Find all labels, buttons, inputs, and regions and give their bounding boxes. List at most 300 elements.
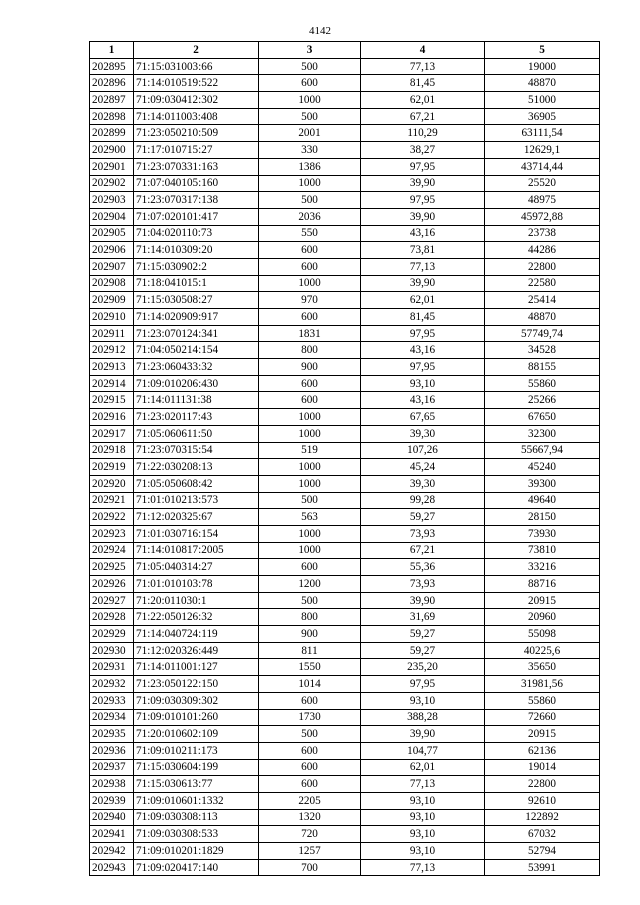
table-row <box>90 492 600 509</box>
area-cell: 519 <box>259 442 361 459</box>
row-number-cell: 202919 <box>90 459 134 476</box>
area-cell: 600 <box>259 375 361 392</box>
rate-cell: 97,95 <box>361 158 485 175</box>
rate-cell: 107,26 <box>361 442 485 459</box>
cadastral-number-cell: 71:23:020117:43 <box>134 409 259 426</box>
row-number-cell: 202929 <box>90 626 134 643</box>
area-cell: 1000 <box>259 175 361 192</box>
row-number-cell: 202911 <box>90 325 134 342</box>
value-cell: 28150 <box>485 509 600 526</box>
table-row <box>90 692 600 709</box>
table-row <box>90 626 600 643</box>
row-number-cell: 202913 <box>90 359 134 376</box>
table-row <box>90 826 600 843</box>
row-number-cell: 202906 <box>90 242 134 259</box>
row-number-cell: 202900 <box>90 142 134 159</box>
area-cell: 600 <box>259 309 361 326</box>
area-cell: 2001 <box>259 125 361 142</box>
row-number-cell: 202897 <box>90 92 134 109</box>
area-cell: 600 <box>259 392 361 409</box>
row-number-cell: 202918 <box>90 442 134 459</box>
rate-cell: 77,13 <box>361 58 485 75</box>
cadastral-number-cell: 71:09:010211:173 <box>134 742 259 759</box>
rate-cell: 43,16 <box>361 225 485 242</box>
value-cell: 23738 <box>485 225 600 242</box>
table-row <box>90 192 600 209</box>
value-cell: 72660 <box>485 709 600 726</box>
row-number-cell: 202916 <box>90 409 134 426</box>
table-row <box>90 75 600 92</box>
area-cell: 1000 <box>259 92 361 109</box>
area-cell: 600 <box>259 742 361 759</box>
area-cell: 900 <box>259 626 361 643</box>
value-cell: 33216 <box>485 559 600 576</box>
area-cell: 500 <box>259 592 361 609</box>
area-cell: 1000 <box>259 475 361 492</box>
value-cell: 55098 <box>485 626 600 643</box>
row-number-cell: 202927 <box>90 592 134 609</box>
value-cell: 48870 <box>485 75 600 92</box>
table-header <box>90 42 600 59</box>
row-number-cell: 202914 <box>90 375 134 392</box>
registry-table <box>89 41 600 876</box>
value-cell: 25266 <box>485 392 600 409</box>
rate-cell: 97,95 <box>361 676 485 693</box>
cadastral-number-cell: 71:09:030308:533 <box>134 826 259 843</box>
rate-cell: 59,27 <box>361 509 485 526</box>
table-row <box>90 459 600 476</box>
row-number-cell: 202909 <box>90 292 134 309</box>
rate-cell: 62,01 <box>361 92 485 109</box>
cadastral-number-cell: 71:22:050126:32 <box>134 609 259 626</box>
area-cell: 970 <box>259 292 361 309</box>
rate-cell: 235,20 <box>361 659 485 676</box>
area-cell: 1000 <box>259 542 361 559</box>
table-row <box>90 676 600 693</box>
table-row <box>90 859 600 876</box>
area-cell: 600 <box>259 759 361 776</box>
value-cell: 62136 <box>485 742 600 759</box>
cadastral-number-cell: 71:07:040105:160 <box>134 175 259 192</box>
table-row <box>90 242 600 259</box>
value-cell: 12629,1 <box>485 142 600 159</box>
row-number-cell: 202895 <box>90 58 134 75</box>
row-number-cell: 202910 <box>90 309 134 326</box>
area-cell: 1730 <box>259 709 361 726</box>
area-cell: 600 <box>259 559 361 576</box>
table-row <box>90 592 600 609</box>
value-cell: 25520 <box>485 175 600 192</box>
area-cell: 1257 <box>259 843 361 860</box>
table-row <box>90 726 600 743</box>
value-cell: 25414 <box>485 292 600 309</box>
column-header: 1 <box>90 42 134 59</box>
row-number-cell: 202937 <box>90 759 134 776</box>
cadastral-number-cell: 71:14:010519:522 <box>134 75 259 92</box>
row-number-cell: 202901 <box>90 158 134 175</box>
area-cell: 1000 <box>259 275 361 292</box>
rate-cell: 110,29 <box>361 125 485 142</box>
value-cell: 39300 <box>485 475 600 492</box>
area-cell: 700 <box>259 859 361 876</box>
rate-cell: 38,27 <box>361 142 485 159</box>
table-row <box>90 609 600 626</box>
row-number-cell: 202934 <box>90 709 134 726</box>
value-cell: 36905 <box>485 108 600 125</box>
column-header: 2 <box>134 42 259 59</box>
value-cell: 73930 <box>485 525 600 542</box>
value-cell: 45972,88 <box>485 208 600 225</box>
row-number-cell: 202940 <box>90 809 134 826</box>
rate-cell: 39,90 <box>361 175 485 192</box>
rate-cell: 55,36 <box>361 559 485 576</box>
area-cell: 1000 <box>259 425 361 442</box>
area-cell: 600 <box>259 258 361 275</box>
table-row <box>90 843 600 860</box>
table-row <box>90 325 600 342</box>
rate-cell: 39,30 <box>361 475 485 492</box>
value-cell: 88716 <box>485 576 600 593</box>
rate-cell: 43,16 <box>361 342 485 359</box>
table-row <box>90 475 600 492</box>
table-row <box>90 542 600 559</box>
cadastral-number-cell: 71:14:020909:917 <box>134 309 259 326</box>
cadastral-number-cell: 71:05:060611:50 <box>134 425 259 442</box>
value-cell: 48975 <box>485 192 600 209</box>
value-cell: 73810 <box>485 542 600 559</box>
area-cell: 811 <box>259 642 361 659</box>
cadastral-number-cell: 71:07:020101:417 <box>134 208 259 225</box>
cadastral-number-cell: 71:01:010213:573 <box>134 492 259 509</box>
value-cell: 53991 <box>485 859 600 876</box>
area-cell: 2205 <box>259 792 361 809</box>
area-cell: 1386 <box>259 158 361 175</box>
table-row <box>90 292 600 309</box>
column-header: 5 <box>485 42 600 59</box>
table-row <box>90 742 600 759</box>
cadastral-number-cell: 71:09:030412:302 <box>134 92 259 109</box>
rate-cell: 93,10 <box>361 792 485 809</box>
value-cell: 55860 <box>485 375 600 392</box>
row-number-cell: 202933 <box>90 692 134 709</box>
rate-cell: 77,13 <box>361 258 485 275</box>
cadastral-number-cell: 71:23:070331:163 <box>134 158 259 175</box>
value-cell: 55667,94 <box>485 442 600 459</box>
value-cell: 20960 <box>485 609 600 626</box>
cadastral-number-cell: 71:05:050608:42 <box>134 475 259 492</box>
cadastral-number-cell: 71:23:070317:138 <box>134 192 259 209</box>
value-cell: 22800 <box>485 776 600 793</box>
header-row <box>90 42 600 59</box>
row-number-cell: 202939 <box>90 792 134 809</box>
rate-cell: 77,13 <box>361 776 485 793</box>
table-row <box>90 509 600 526</box>
value-cell: 20915 <box>485 592 600 609</box>
row-number-cell: 202896 <box>90 75 134 92</box>
area-cell: 1320 <box>259 809 361 826</box>
cadastral-number-cell: 71:23:050210:509 <box>134 125 259 142</box>
table-row <box>90 175 600 192</box>
value-cell: 32300 <box>485 425 600 442</box>
table-row <box>90 659 600 676</box>
table-row <box>90 442 600 459</box>
rate-cell: 31,69 <box>361 609 485 626</box>
value-cell: 34528 <box>485 342 600 359</box>
cadastral-number-cell: 71:09:010201:1829 <box>134 843 259 860</box>
row-number-cell: 202920 <box>90 475 134 492</box>
row-number-cell: 202898 <box>90 108 134 125</box>
table-row <box>90 759 600 776</box>
value-cell: 67650 <box>485 409 600 426</box>
table-row <box>90 342 600 359</box>
area-cell: 800 <box>259 609 361 626</box>
row-number-cell: 202931 <box>90 659 134 676</box>
area-cell: 500 <box>259 108 361 125</box>
row-number-cell: 202935 <box>90 726 134 743</box>
row-number-cell: 202922 <box>90 509 134 526</box>
column-header: 4 <box>361 42 485 59</box>
cadastral-number-cell: 71:12:020326:449 <box>134 642 259 659</box>
rate-cell: 97,95 <box>361 192 485 209</box>
table-row <box>90 92 600 109</box>
cadastral-number-cell: 71:14:010309:20 <box>134 242 259 259</box>
cadastral-number-cell: 71:15:030613:77 <box>134 776 259 793</box>
value-cell: 88155 <box>485 359 600 376</box>
table-row <box>90 709 600 726</box>
area-cell: 500 <box>259 492 361 509</box>
cadastral-number-cell: 71:09:010206:430 <box>134 375 259 392</box>
table-row <box>90 275 600 292</box>
table-row <box>90 225 600 242</box>
value-cell: 22800 <box>485 258 600 275</box>
table-row <box>90 809 600 826</box>
page-number: 4142 <box>309 25 331 37</box>
cadastral-number-cell: 71:15:030604:199 <box>134 759 259 776</box>
cadastral-number-cell: 71:20:010602:109 <box>134 726 259 743</box>
area-cell: 330 <box>259 142 361 159</box>
rate-cell: 73,81 <box>361 242 485 259</box>
area-cell: 563 <box>259 509 361 526</box>
area-cell: 1000 <box>259 409 361 426</box>
table-row <box>90 375 600 392</box>
value-cell: 52794 <box>485 843 600 860</box>
cadastral-number-cell: 71:05:040314:27 <box>134 559 259 576</box>
rate-cell: 97,95 <box>361 359 485 376</box>
rate-cell: 93,10 <box>361 826 485 843</box>
value-cell: 43714,44 <box>485 158 600 175</box>
table-row <box>90 409 600 426</box>
row-number-cell: 202921 <box>90 492 134 509</box>
value-cell: 57749,74 <box>485 325 600 342</box>
row-number-cell: 202907 <box>90 258 134 275</box>
rate-cell: 39,90 <box>361 726 485 743</box>
table-row <box>90 309 600 326</box>
table-row <box>90 776 600 793</box>
rate-cell: 81,45 <box>361 75 485 92</box>
area-cell: 600 <box>259 776 361 793</box>
area-cell: 2036 <box>259 208 361 225</box>
rate-cell: 97,95 <box>361 325 485 342</box>
rate-cell: 73,93 <box>361 525 485 542</box>
cadastral-number-cell: 71:14:010817:2005 <box>134 542 259 559</box>
row-number-cell: 202908 <box>90 275 134 292</box>
rate-cell: 45,24 <box>361 459 485 476</box>
table-row <box>90 642 600 659</box>
area-cell: 500 <box>259 726 361 743</box>
cadastral-number-cell: 71:09:030308:113 <box>134 809 259 826</box>
table-row <box>90 125 600 142</box>
row-number-cell: 202941 <box>90 826 134 843</box>
area-cell: 500 <box>259 58 361 75</box>
value-cell: 92610 <box>485 792 600 809</box>
table-row <box>90 425 600 442</box>
rate-cell: 93,10 <box>361 375 485 392</box>
row-number-cell: 202936 <box>90 742 134 759</box>
cadastral-number-cell: 71:23:070315:54 <box>134 442 259 459</box>
cadastral-number-cell: 71:09:020417:140 <box>134 859 259 876</box>
area-cell: 800 <box>259 342 361 359</box>
rate-cell: 67,21 <box>361 542 485 559</box>
value-cell: 19014 <box>485 759 600 776</box>
area-cell: 1014 <box>259 676 361 693</box>
rate-cell: 43,16 <box>361 392 485 409</box>
value-cell: 67032 <box>485 826 600 843</box>
value-cell: 122892 <box>485 809 600 826</box>
value-cell: 22580 <box>485 275 600 292</box>
area-cell: 600 <box>259 692 361 709</box>
rate-cell: 99,28 <box>361 492 485 509</box>
cadastral-number-cell: 71:01:030716:154 <box>134 525 259 542</box>
rate-cell: 73,93 <box>361 576 485 593</box>
table-row <box>90 525 600 542</box>
rate-cell: 67,21 <box>361 108 485 125</box>
rate-cell: 388,28 <box>361 709 485 726</box>
area-cell: 1000 <box>259 525 361 542</box>
cadastral-number-cell: 71:23:060433:32 <box>134 359 259 376</box>
table-row <box>90 258 600 275</box>
rate-cell: 81,45 <box>361 309 485 326</box>
rate-cell: 62,01 <box>361 292 485 309</box>
row-number-cell: 202915 <box>90 392 134 409</box>
table-row <box>90 208 600 225</box>
cadastral-number-cell: 71:14:011003:408 <box>134 108 259 125</box>
table-row <box>90 158 600 175</box>
rate-cell: 93,10 <box>361 843 485 860</box>
table-row <box>90 559 600 576</box>
rate-cell: 93,10 <box>361 692 485 709</box>
cadastral-number-cell: 71:09:030309:302 <box>134 692 259 709</box>
row-number-cell: 202925 <box>90 559 134 576</box>
row-number-cell: 202924 <box>90 542 134 559</box>
area-cell: 500 <box>259 192 361 209</box>
cadastral-number-cell: 71:14:011001:127 <box>134 659 259 676</box>
area-cell: 720 <box>259 826 361 843</box>
rate-cell: 39,30 <box>361 425 485 442</box>
table-row <box>90 359 600 376</box>
table-row <box>90 392 600 409</box>
value-cell: 19000 <box>485 58 600 75</box>
cadastral-number-cell: 71:18:041015:1 <box>134 275 259 292</box>
row-number-cell: 202905 <box>90 225 134 242</box>
value-cell: 40225,6 <box>485 642 600 659</box>
value-cell: 51000 <box>485 92 600 109</box>
row-number-cell: 202917 <box>90 425 134 442</box>
area-cell: 1200 <box>259 576 361 593</box>
value-cell: 63111,54 <box>485 125 600 142</box>
value-cell: 45240 <box>485 459 600 476</box>
cadastral-number-cell: 71:20:011030:1 <box>134 592 259 609</box>
rate-cell: 59,27 <box>361 642 485 659</box>
cadastral-number-cell: 71:04:050214:154 <box>134 342 259 359</box>
cadastral-number-cell: 71:09:010601:1332 <box>134 792 259 809</box>
rate-cell: 39,90 <box>361 275 485 292</box>
area-cell: 600 <box>259 75 361 92</box>
row-number-cell: 202932 <box>90 676 134 693</box>
cadastral-number-cell: 71:23:050122:150 <box>134 676 259 693</box>
table-row <box>90 58 600 75</box>
rate-cell: 104,77 <box>361 742 485 759</box>
cadastral-number-cell: 71:04:020110:73 <box>134 225 259 242</box>
rate-cell: 39,90 <box>361 592 485 609</box>
row-number-cell: 202942 <box>90 843 134 860</box>
value-cell: 48870 <box>485 309 600 326</box>
row-number-cell: 202930 <box>90 642 134 659</box>
row-number-cell: 202926 <box>90 576 134 593</box>
table-row <box>90 142 600 159</box>
area-cell: 550 <box>259 225 361 242</box>
table-row <box>90 792 600 809</box>
row-number-cell: 202899 <box>90 125 134 142</box>
rate-cell: 93,10 <box>361 809 485 826</box>
rate-cell: 62,01 <box>361 759 485 776</box>
value-cell: 55860 <box>485 692 600 709</box>
value-cell: 31981,56 <box>485 676 600 693</box>
area-cell: 1000 <box>259 459 361 476</box>
cadastral-number-cell: 71:15:030902:2 <box>134 258 259 275</box>
cadastral-number-cell: 71:01:010103:78 <box>134 576 259 593</box>
value-cell: 35650 <box>485 659 600 676</box>
row-number-cell: 202938 <box>90 776 134 793</box>
cadastral-number-cell: 71:15:031003:66 <box>134 58 259 75</box>
cadastral-number-cell: 71:09:010101:260 <box>134 709 259 726</box>
value-cell: 44286 <box>485 242 600 259</box>
cadastral-number-cell: 71:14:040724:119 <box>134 626 259 643</box>
cadastral-number-cell: 71:23:070124:341 <box>134 325 259 342</box>
table-row <box>90 576 600 593</box>
value-cell: 20915 <box>485 726 600 743</box>
row-number-cell: 202928 <box>90 609 134 626</box>
row-number-cell: 202902 <box>90 175 134 192</box>
area-cell: 1831 <box>259 325 361 342</box>
column-header: 3 <box>259 42 361 59</box>
area-cell: 900 <box>259 359 361 376</box>
cadastral-number-cell: 71:22:030208:13 <box>134 459 259 476</box>
rate-cell: 39,90 <box>361 208 485 225</box>
table-row <box>90 108 600 125</box>
rate-cell: 77,13 <box>361 859 485 876</box>
row-number-cell: 202903 <box>90 192 134 209</box>
rate-cell: 67,65 <box>361 409 485 426</box>
row-number-cell: 202904 <box>90 208 134 225</box>
area-cell: 600 <box>259 242 361 259</box>
row-number-cell: 202923 <box>90 525 134 542</box>
value-cell: 49640 <box>485 492 600 509</box>
row-number-cell: 202943 <box>90 859 134 876</box>
area-cell: 1550 <box>259 659 361 676</box>
rate-cell: 59,27 <box>361 626 485 643</box>
cadastral-number-cell: 71:17:010715:27 <box>134 142 259 159</box>
row-number-cell: 202912 <box>90 342 134 359</box>
